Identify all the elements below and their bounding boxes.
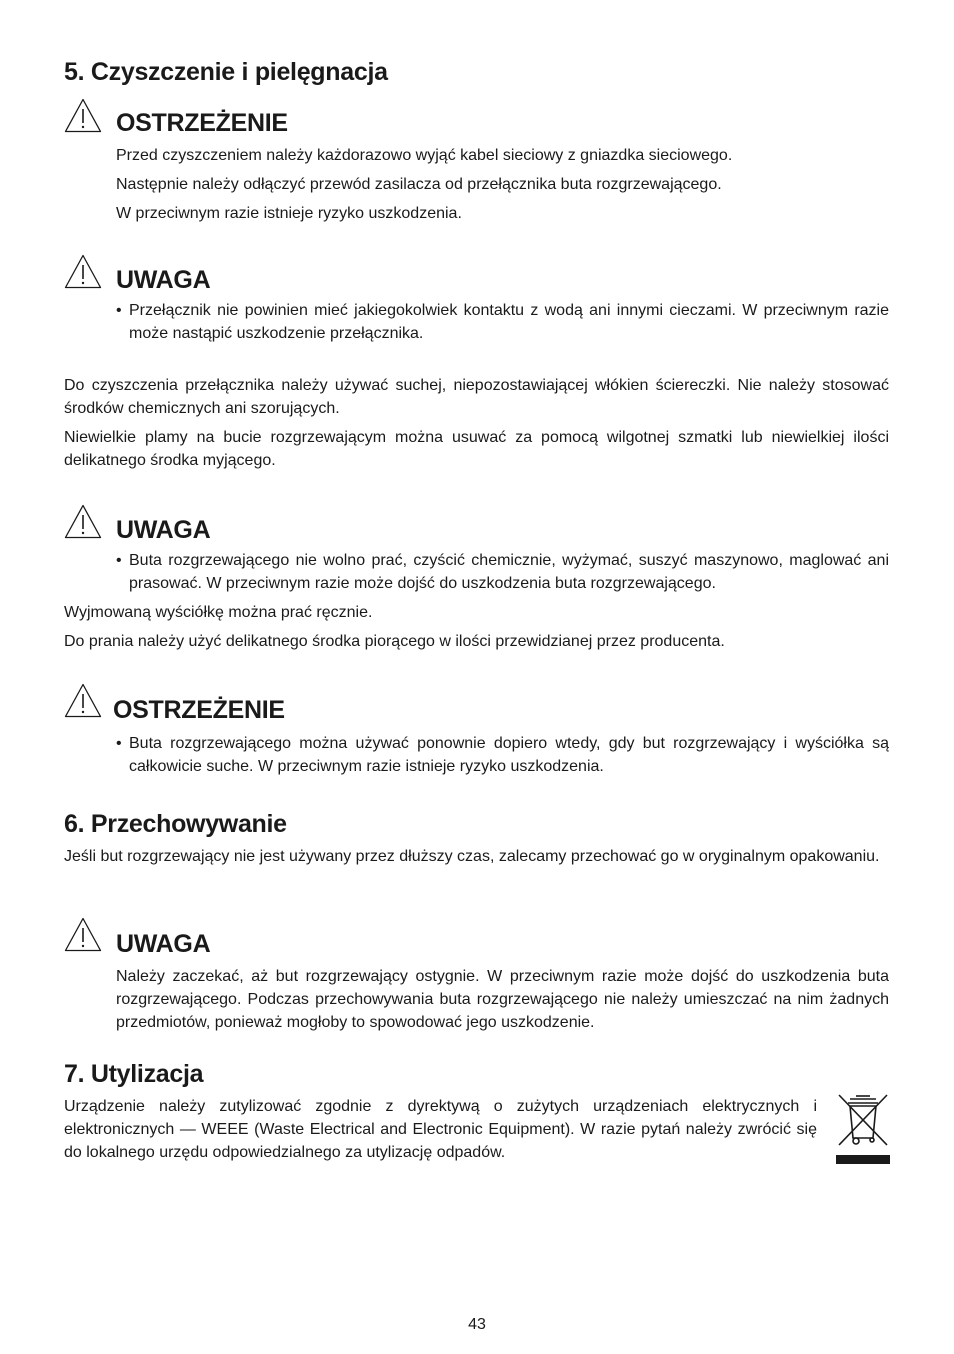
warning-text-line: Przed czyszczeniem należy każdorazowo wyjąć kabel sieciowy z gniazdka sieciowego. — [116, 147, 733, 164]
caution-title: UWAGA — [116, 266, 211, 294]
caution-title: UWAGA — [116, 930, 211, 958]
caution-bullet-text: Przełącznik nie powinien mieć jakiegokolwiek kontaktu z wodą ani innymi cieczami. W przeciwnym razie może nastąpić uszkodzenie przełącznika. — [129, 302, 889, 342]
warning-title: OSTRZEŻENIE — [116, 109, 288, 137]
warning-text-line: W przeciwnym razie istnieje ryzyko uszkodzenia. — [116, 205, 462, 222]
bullet-marker: • — [116, 552, 122, 569]
bullet-marker: • — [116, 735, 122, 752]
insole-paragraph: Wyjmowaną wyściółkę można prać ręcznie. — [64, 604, 373, 621]
section-6-heading: 6. Przechowywanie — [64, 810, 287, 838]
page-number: 43 — [468, 1316, 486, 1333]
crossed-out-wheelie-bin-icon — [836, 1092, 890, 1164]
bullet-marker: • — [116, 302, 122, 319]
warning-triangle-icon — [64, 98, 102, 133]
caution-text: Należy zaczekać, aż but rozgrzewający ostygnie. W przeciwnym razie może dojść do uszkodzenia buta rozgrzewającego. Podczas przechowywania buta rozgrzewającego nie należy umieszczać na nim żadnych przedmiotów, ponieważ mogłoby to spowodować jego uszkodzenie. — [116, 968, 889, 1031]
warning-triangle-icon — [64, 683, 102, 718]
disposal-paragraph: Urządzenie należy zutylizować zgodnie z dyrektywą o zużytych urządzeniach elektrycznych i elektronicznych — WEEE (Waste Electrical and Electronic Equipment). W razie pytań należy zwrócić się do lokalnego urzędu odpowiedzialnego za utylizację odpadów. — [64, 1098, 817, 1161]
caution-bullet-text: Buta rozgrzewającego nie wolno prać, czyścić chemicznie, wyżymać, suszyć maszynowo, maglować ani prasować. W przeciwnym razie może dojść do uszkodzenia buta rozgrzewającego. — [129, 552, 889, 592]
stain-paragraph: Niewielkie plamy na bucie rozgrzewającym można usuwać za pomocą wilgotnej szmatki lub niewielkiej ilości delikatnego środka myjącego. — [64, 429, 889, 469]
storage-paragraph: Jeśli but rozgrzewający nie jest używany przez dłuższy czas, zalecamy przechować go w oryginalnym opakowaniu. — [64, 848, 880, 865]
section-7-heading: 7. Utylizacja — [64, 1060, 204, 1088]
detergent-paragraph: Do prania należy użyć delikatnego środka piorącego w ilości przewidzianej przez producenta. — [64, 633, 725, 650]
cleaning-paragraph: Do czyszczenia przełącznika należy używać suchej, niepozostawiającej włókien ściereczki. Nie należy stosować środków chemicznych ani szorujących. — [64, 377, 889, 417]
warning-text-line: Następnie należy odłączyć przewód zasilacza od przełącznika buta rozgrzewającego. — [116, 176, 722, 193]
section-5-heading: 5. Czyszczenie i pielęgnacja — [64, 58, 388, 86]
warning-bullet-text: Buta rozgrzewającego można używać ponownie dopiero wtedy, gdy but rozgrzewający i wyściółka są całkowicie suche. W przeciwnym razie istnieje ryzyko uszkodzenia. — [129, 735, 889, 775]
warning-triangle-icon — [64, 254, 102, 289]
warning-triangle-icon — [64, 504, 102, 539]
caution-title: UWAGA — [116, 516, 211, 544]
warning-title: OSTRZEŻENIE — [113, 696, 285, 724]
warning-triangle-icon — [64, 917, 102, 952]
